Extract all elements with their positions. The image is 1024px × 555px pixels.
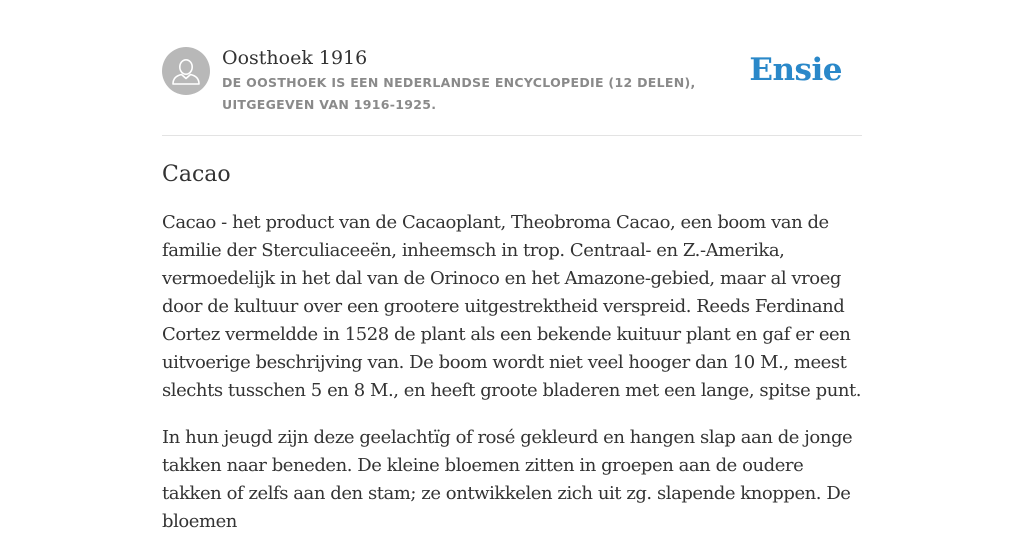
article-paragraph: In hun jeugd zijn deze geelachtïg of rosé gekleurd en hangen slap aan de jonge takken naar beneden. De kleine bloemen zitten in groepen aan de oudere takken of zelfs aan den stam; ze ontwikkelen zich uit zg. slapende knoppen. De bloemen <box>162 427 853 532</box>
source-header <box>162 44 862 136</box>
source-avatar[interactable] <box>162 47 210 95</box>
source-name[interactable]: Oosthoek 1916 <box>222 47 368 69</box>
user-silhouette-icon <box>162 47 210 95</box>
article-paragraph: Cacao - het product van de Cacaoplant, Theobroma Cacao, een boom van de familie der Sterculiaceeën, inheemsch in trop. Centraal- en Z.-Amerika, vermoedelijk in het dal van de Orinoco en het Amazone-gebied, maar al vroeg door de kultuur over een grootere uitgestrektheid verspreid. Reeds Ferdinand Cortez vermeldde in 1528 de plant als een bekende kuituur plant en gaf er een uitvoerige beschrijving van. De boom wordt niet veel hooger dan 10 M., meest slechts tusschen 5 en 8 M., en heeft groote bladeren met een lange, spitse punt. <box>162 212 862 401</box>
article-title: Cacao <box>162 162 231 187</box>
article <box>162 158 862 555</box>
source-description: DE OOSTHOEK IS EEN NEDERLANDSE ENCYCLOPEDIE (12 DELEN), UITGEGEVEN VAN 1916-1925. <box>222 75 696 112</box>
brand-logo-link[interactable]: Ensie <box>749 52 842 88</box>
source-info <box>222 44 762 116</box>
